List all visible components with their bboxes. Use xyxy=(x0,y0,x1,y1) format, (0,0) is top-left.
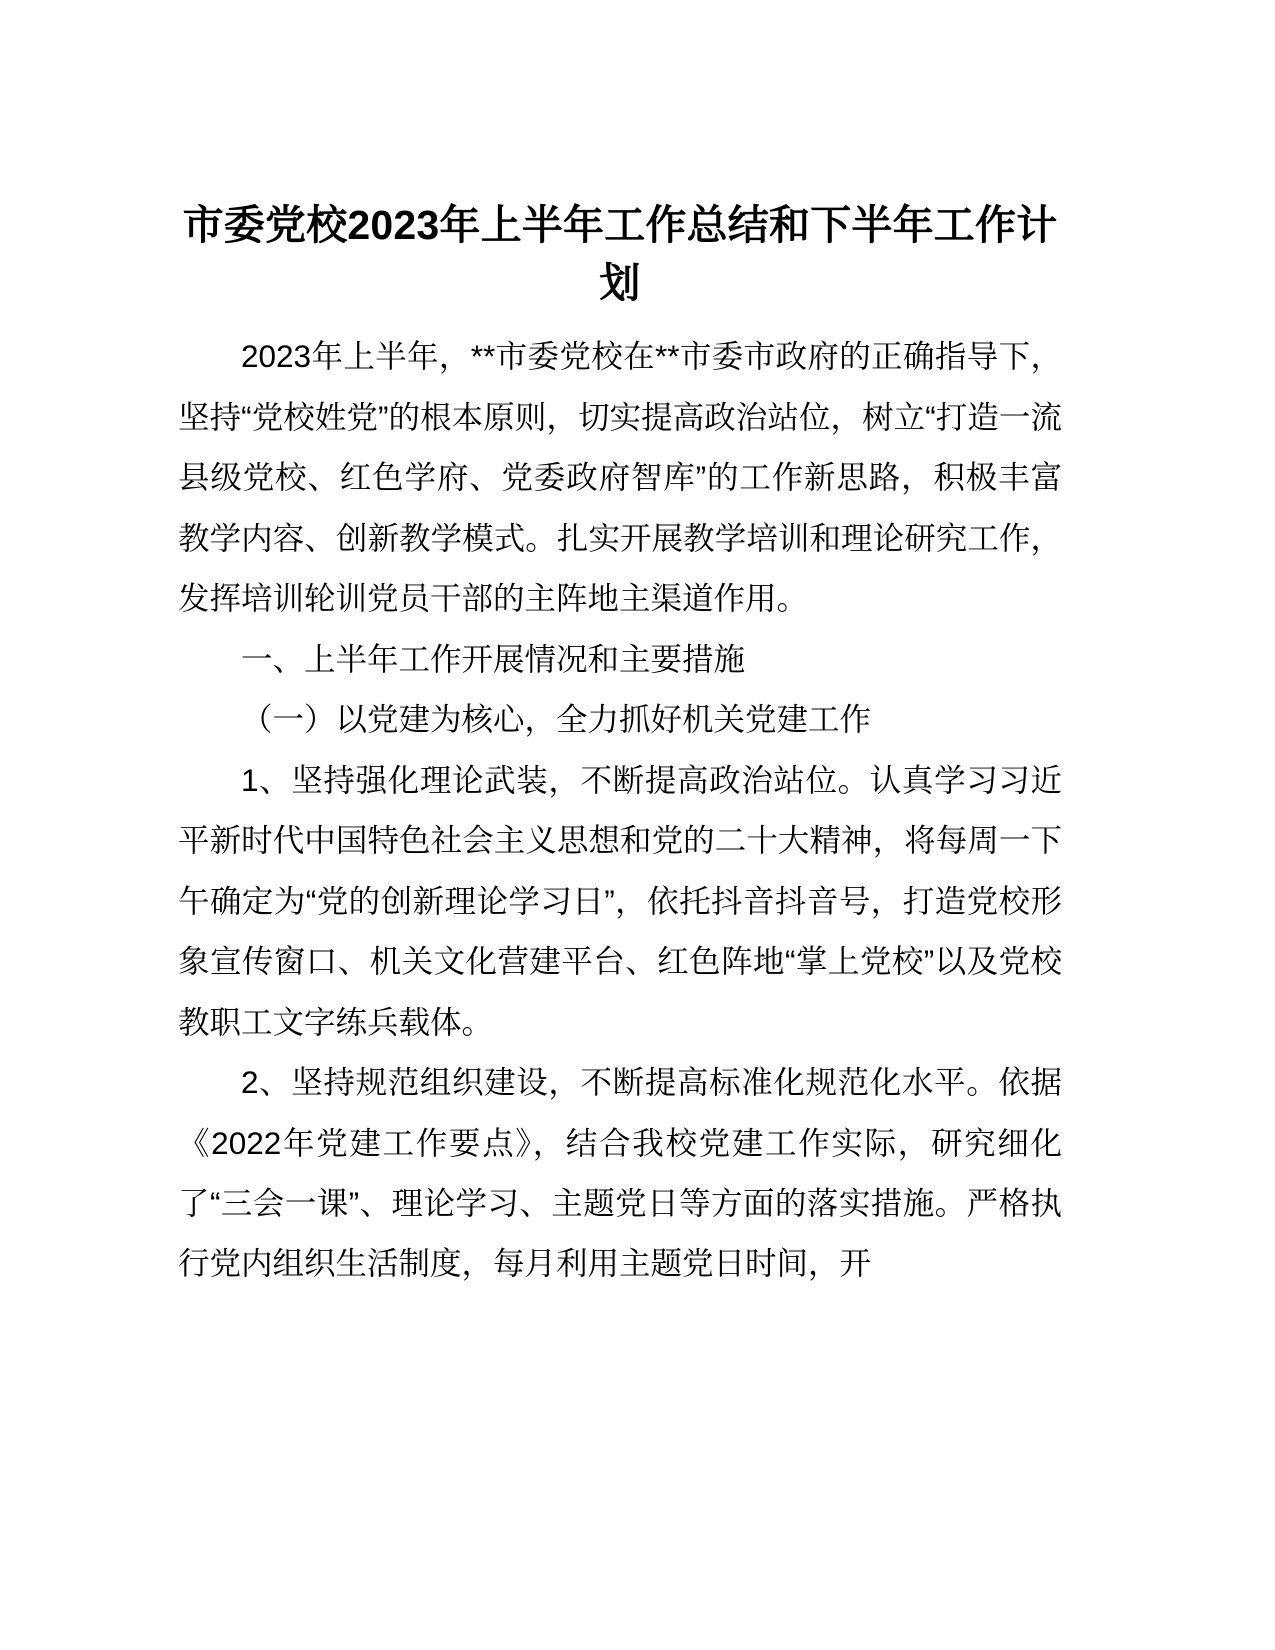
heading-section-one: 一、上半年工作开展情况和主要措施 xyxy=(241,640,746,677)
paragraph-item-one: 1、坚持强化理论武装，不断提高政治站位。认真学习习近平新时代中国特色社会主义思想和党的二十大精神，将每周一下午确定为“党的创新理论学习日”，依托抖音抖音号，打造党校形象宣传窗口、机关文化营建平台、红色阵地“掌上党校”以及党校教职工文字练兵载体。 xyxy=(178,761,1062,1040)
page-title: 市委党校2023年上半年工作总结和下半年工作计划 xyxy=(182,202,1058,307)
heading-subsection-one-one: （一）以党建为核心，全力抓好机关党建工作 xyxy=(241,701,872,738)
paragraph-item-two: 2、坚持规范组织建设，不断提高标准化规范化水平。依据《2022年党建工作要点》，结合我校党建工作实际，研究细化了“三会一课”、理论学习、主题党日等方面的落实措施。严格执行党内组织生活制度，每月利用主题党日时间，开 xyxy=(178,1064,1062,1282)
document-body xyxy=(178,196,1062,1294)
paragraph-intro: 2023年上半年，**市委党校在**市委市政府的正确指导下，坚持“党校姓党”的根本原则，切实提高政治站位，树立“打造一流县级党校、红色学府、党委政府智库”的工作新思路，积极丰富教学内容、创新教学模式。扎实开展教学培训和理论研究工作，发挥培训轮训党员干部的主阵地主渠道作用。 xyxy=(178,338,1062,617)
